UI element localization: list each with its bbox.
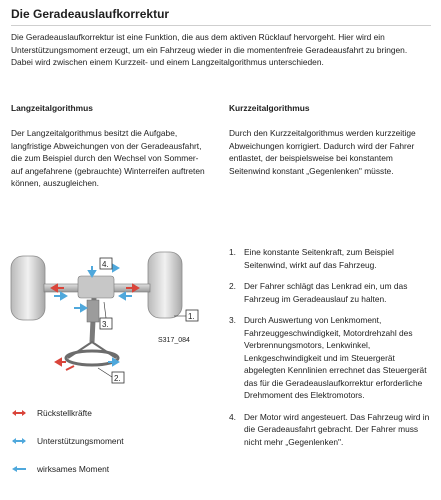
intro-paragraph: Die Geradeauslaufkorrektur ist eine Funktion, die aus dem aktiven Rücklauf hervorgeht. Hier wird ein Unterstützungsmoment erzeugt, um ein Fahrzeug wieder in die momentenfreie Geradeausfahrt zu bringen. Dabei wird zwischen einem Kurzzeit- und einem Langzeitalgorithmus unterschieden. [11, 32, 408, 67]
step-2: 2. Der Fahrer schlägt das Lenkrad ein, um das Fahrzeug im Geradeauslauf zu halten. [229, 281, 408, 304]
legend [11, 406, 211, 490]
legend-item-return-forces: Rückstellkräfte [11, 406, 211, 420]
diagram-label-3: 3. [102, 320, 109, 329]
legend-item-effective-torque: wirksames Moment [11, 462, 211, 476]
step-3: 3. Durch Auswertung von Lenkmoment, Fahrzeuggeschwindigkeit, Motordrehzahl des Verbrennungsmotors, Lenkwinkel, Lenkgeschwindigkeit und im Steuergerät abgelegten Kennlinien errechnet das Steuergerät das für die Geradeauslaufkorrektur erforderliche Drehmoment des Elektromotors. [229, 315, 427, 400]
long-term-text: Der Langzeitalgorithmus besitzt die Aufgabe, langfristige Abweichungen von der Geradeausfahrt, die zum Beispiel durch den Wechsel von Sommer- auf angefahrene (gebrauchte) Winterreifen auftreten können, auszugleichen. [11, 128, 205, 188]
page-title: Die Geradeauslaufkorrektur [11, 7, 431, 26]
long-term-heading: Langzeitalgorithmus [11, 103, 93, 113]
right-tire [148, 252, 182, 318]
short-term-text: Durch den Kurzzeitalgorithmus werden kurzzeitige Abweichungen korrigiert. Dadurch wird der Fahrer entlastet, der beispielsweise bei konstantem Seitenwind konstant „Gegenlenken" müsste. [229, 128, 416, 176]
double-arrow-red-icon [11, 408, 27, 418]
diagram-label-2: 2. [114, 374, 121, 383]
diagram-label-1: 1. [188, 312, 195, 321]
steering-diagram [8, 246, 222, 388]
diagram-code: S317_084 [158, 337, 190, 344]
step-1: 1. Eine konstante Seitenkraft, zum Beispiel Seitenwind, wirkt auf das Fahrzeug. [229, 247, 394, 270]
legend-item-support-torque: Unterstützungsmoment [11, 434, 211, 448]
short-term-heading: Kurzzeitalgorithmus [229, 103, 310, 113]
arrow-left-blue-icon [11, 464, 27, 474]
double-arrow-blue-icon [11, 436, 27, 446]
steps-list [229, 246, 434, 457]
left-tire [11, 256, 45, 320]
step-4: 4. Der Motor wird angesteuert. Das Fahrzeug wird in die Geradeausfahrt gebracht. Der Fahrer muss nicht mehr „Gegenlenken". [229, 411, 430, 447]
diagram-label-4: 4. [102, 260, 109, 269]
